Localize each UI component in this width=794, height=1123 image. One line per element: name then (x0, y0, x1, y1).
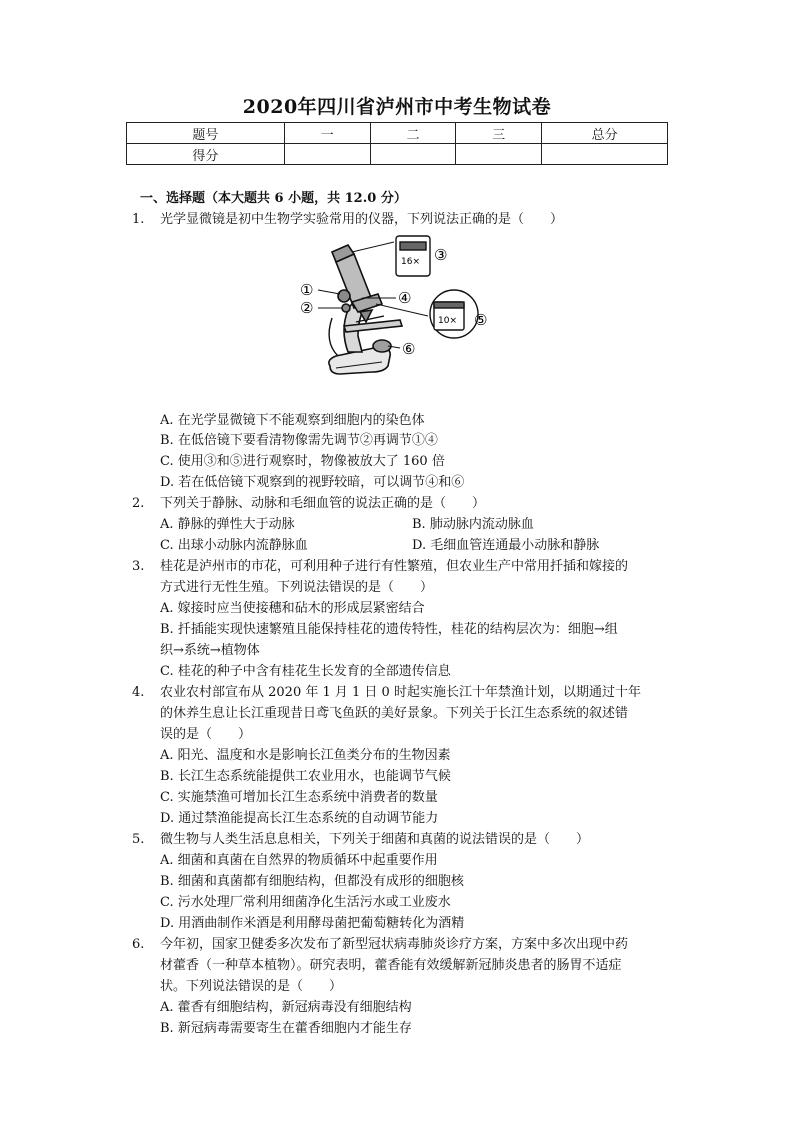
microscope-icon (329, 245, 402, 374)
option-line: D. 通过禁渔能提高长江生态系统的自动调节能力 (160, 811, 439, 826)
option-line: A. 在光学显微镜下不能观察到细胞内的染色体 (160, 413, 425, 428)
question-number: 1. (132, 212, 145, 227)
score-table-header-row (127, 123, 668, 144)
section-heading (140, 189, 407, 209)
label-6: ⑥ (402, 340, 416, 358)
label-1: ① (300, 281, 314, 299)
lens-10x-label: 10× (438, 316, 457, 326)
section-label: 一、选择题（本大题共 6 小题，共 (140, 191, 345, 206)
question-stem: 误的是（ ） (160, 727, 252, 742)
option-line: B. 扦插能实现快速繁殖且能保持桂花的遗传特性，桂花的结构层次为：细胞→组 (160, 622, 618, 637)
option-line: A. 藿香有细胞结构，新冠病毒没有细胞结构 (160, 1000, 412, 1015)
option-line: C. 使用③和⑤进行观察时，物像被放大了 160 倍 (160, 454, 445, 469)
question-stem: 下列关于静脉、动脉和毛细血管的说法正确的是（ ） (160, 496, 486, 511)
option-line: D. 若在低倍镜下观察到的视野较暗，可以调节④和⑥ (160, 475, 465, 490)
score-table-cell (542, 144, 668, 165)
question-number: 2. (132, 496, 145, 511)
option-line: B. 细菌和真菌都有细胞结构，但都没有成形的细胞核 (160, 874, 464, 889)
question-number: 5. (132, 832, 145, 847)
label-3: ③ (434, 246, 448, 264)
question-stem: 微生物与人类生活息息相关，下列关于细菌和真菌的说法错误的是（ ） (160, 832, 590, 847)
score-table-cell (284, 144, 370, 165)
question-number: 4. (132, 685, 145, 700)
option-line: A. 嫁接时应当使接穗和砧木的形成层紧密结合 (160, 601, 425, 616)
question-number: 6. (132, 937, 145, 952)
lens-16x-label: 16× (401, 257, 420, 267)
score-table-cell (370, 144, 456, 165)
option-line: B. 长江生态系统能提供工农业用水，也能调节气候 (160, 769, 451, 784)
label-2: ② (300, 299, 314, 317)
score-table-cell: 得分 (127, 144, 285, 165)
option-line: 织→系统→植物体 (160, 643, 260, 658)
option-line: C. 桂花的种子中含有桂花生长发育的全部遗传信息 (160, 664, 451, 679)
option-line: C. 污水处理厂常利用细菌净化生活污水或工业废水 (160, 895, 451, 910)
score-table-cell: 总分 (542, 123, 668, 144)
option-line: A. 静脉的弹性大于动脉 (160, 517, 295, 532)
section-suffix: 分） (376, 191, 407, 206)
label-5: ⑤ (474, 311, 488, 329)
question-stem: 今年初，国家卫健委多次发布了新型冠状病毒肺炎诊疗方案，方案中多次出现中药 (160, 937, 629, 952)
question-stem: 桂花是泸州市的市花，可利用种子进行有性繁殖，但农业生产中常用扦插和嫁接的 (160, 559, 629, 574)
score-table-score-row (127, 144, 668, 165)
question-stem: 方式进行无性生殖。下列说法错误的是（ ） (160, 580, 434, 595)
option-line: B. 肺动脉内流动脉血 (412, 517, 534, 532)
question-stem: 光学显微镜是初中生物学实验常用的仪器，下列说法正确的是（ ） (160, 212, 564, 227)
section-score: 12.0 (344, 191, 377, 206)
score-table-cell: 三 (456, 123, 542, 144)
question-stem: 材藿香（一种草本植物）。研究表明，藿香能有效缓解新冠肺炎患者的肠胃不适症 (160, 958, 622, 973)
score-table-cell: 一 (284, 123, 370, 144)
option-line: C. 出球小动脉内流静脉血 (160, 538, 308, 553)
page-title: 2020年四川省泸州市中考生物试卷 (242, 96, 552, 118)
question-stem: 状。下列说法错误的是（ ） (160, 979, 343, 994)
score-table (126, 122, 668, 165)
option-line: B. 新冠病毒需要寄生在藿香细胞内才能生存 (160, 1021, 412, 1036)
option-line: D. 毛细血管连通最小动脉和静脉 (412, 538, 600, 553)
question-stem: 的休养生息让长江重现昔日鸢飞鱼跃的美好景象。下列关于长江生态系统的叙述错 (160, 706, 629, 721)
score-table-cell (456, 144, 542, 165)
option-line: A. 阳光、温度和水是影响长江鱼类分布的生物因素 (160, 748, 451, 763)
option-line: D. 用酒曲制作米酒是利用酵母菌把葡萄糖转化为酒精 (160, 916, 465, 931)
score-table-cell: 题号 (127, 123, 285, 144)
score-table-cell: 二 (370, 123, 456, 144)
option-line: B. 在低倍镜下要看清物像需先调节②再调节①④ (160, 433, 438, 448)
option-line: C. 实施禁渔可增加长江生态系统中消费者的数量 (160, 790, 438, 805)
microscope-figure (296, 232, 496, 382)
option-line: A. 细菌和真菌在自然界的物质循环中起重要作用 (160, 853, 438, 868)
question-number: 3. (132, 559, 145, 574)
label-4: ④ (398, 289, 412, 307)
question-stem: 农业农村部宣布从 2020 年 1 月 1 日 0 时起实施长江十年禁渔计划，以期通过十年 (160, 685, 641, 700)
